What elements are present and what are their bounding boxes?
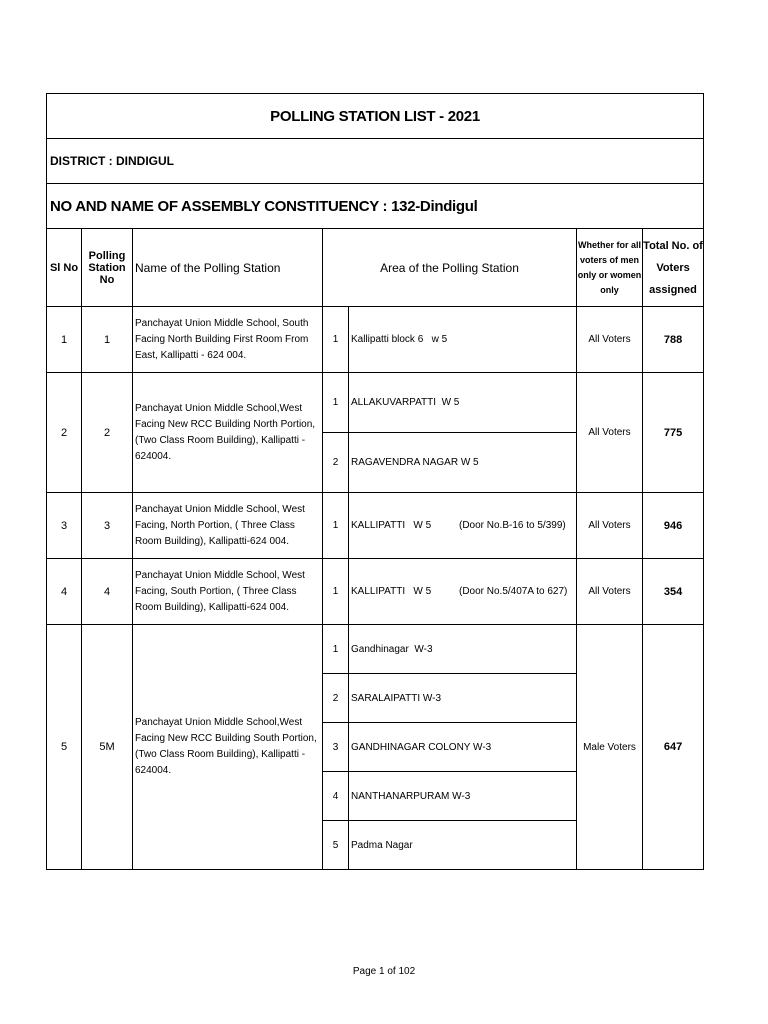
area-number-cell: 3	[323, 723, 349, 772]
area-number-cell: 2	[323, 433, 349, 493]
total-voters-cell: 647	[643, 625, 704, 870]
sl-no-cell: 1	[47, 307, 82, 373]
area-number-cell: 4	[323, 772, 349, 821]
polling-station-table	[46, 93, 704, 870]
assembly-constituency-label: NO AND NAME OF ASSEMBLY CONSTITUENCY : 132-Dindigul	[47, 184, 704, 229]
voter-category-cell: All Voters	[577, 493, 643, 559]
station-name-cell: Panchayat Union Middle School, West Facing, North Portion, ( Three Class Room Building), Kallipatti-624 004.	[133, 493, 323, 559]
sl-no-cell: 2	[47, 373, 82, 493]
total-voters-cell: 946	[643, 493, 704, 559]
total-voters-cell: 788	[643, 307, 704, 373]
table-row	[47, 625, 704, 674]
header-polling-station-no: Polling Station No	[82, 229, 133, 307]
station-name-cell: Panchayat Union Middle School, South Facing North Building First Room From East, Kallipatti - 624 004.	[133, 307, 323, 373]
sl-no-cell: 3	[47, 493, 82, 559]
station-name-cell: Panchayat Union Middle School,West Facing New RCC Building South Portion, (Two Class Room Building), Kallipatti - 624004.	[133, 625, 323, 870]
page-title: POLLING STATION LIST - 2021	[47, 94, 704, 139]
polling-station-sheet	[46, 93, 703, 870]
voter-category-cell: All Voters	[577, 373, 643, 493]
district-label: DISTRICT : DINDIGUL	[47, 139, 704, 184]
table-row	[47, 373, 704, 433]
area-number-cell: 1	[323, 493, 349, 559]
area-number-cell: 1	[323, 373, 349, 433]
area-name-cell: ALLAKUVARPATTI W 5	[349, 373, 577, 433]
header-station-name: Name of the Polling Station	[133, 229, 323, 307]
area-name-cell: KALLIPATTI W 5 (Door No.5/407A to 627)	[349, 559, 577, 625]
area-number-cell: 1	[323, 625, 349, 674]
voter-category-cell: All Voters	[577, 559, 643, 625]
total-voters-cell: 775	[643, 373, 704, 493]
area-number-cell: 1	[323, 307, 349, 373]
sl-no-cell: 5	[47, 625, 82, 870]
sl-no-cell: 4	[47, 559, 82, 625]
polling-station-no-cell: 4	[82, 559, 133, 625]
table-row	[47, 493, 704, 559]
total-voters-cell: 354	[643, 559, 704, 625]
area-name-cell: Kallipatti block 6 w 5	[349, 307, 577, 373]
header-voter-category: Whether for all voters of men only or women only	[577, 229, 643, 307]
area-name-cell: Gandhinagar W-3	[349, 625, 577, 674]
table-row	[47, 559, 704, 625]
header-sl-no: Sl No	[47, 229, 82, 307]
area-name-cell: RAGAVENDRA NAGAR W 5	[349, 433, 577, 493]
area-name-cell: NANTHANARPURAM W-3	[349, 772, 577, 821]
polling-station-no-cell: 3	[82, 493, 133, 559]
table-row	[47, 307, 704, 373]
polling-station-no-cell: 1	[82, 307, 133, 373]
voter-category-cell: Male Voters	[577, 625, 643, 870]
area-name-cell: KALLIPATTI W 5 (Door No.B-16 to 5/399)	[349, 493, 577, 559]
area-number-cell: 5	[323, 821, 349, 870]
header-area: Area of the Polling Station	[323, 229, 577, 307]
area-name-cell: SARALAIPATTI W-3	[349, 674, 577, 723]
station-name-cell: Panchayat Union Middle School,West Facing New RCC Building North Portion, (Two Class Room Building), Kallipatti - 624004.	[133, 373, 323, 493]
page-footer: Page 1 of 102	[352, 966, 416, 977]
area-number-cell: 1	[323, 559, 349, 625]
polling-station-no-cell: 5M	[82, 625, 133, 870]
area-name-cell: GANDHINAGAR COLONY W-3	[349, 723, 577, 772]
area-name-cell: Padma Nagar	[349, 821, 577, 870]
voter-category-cell: All Voters	[577, 307, 643, 373]
polling-station-no-cell: 2	[82, 373, 133, 493]
header-total-voters: Total No. of Voters assigned	[643, 229, 704, 307]
area-number-cell: 2	[323, 674, 349, 723]
station-name-cell: Panchayat Union Middle School, West Facing, South Portion, ( Three Class Room Building), Kallipatti-624 004.	[133, 559, 323, 625]
